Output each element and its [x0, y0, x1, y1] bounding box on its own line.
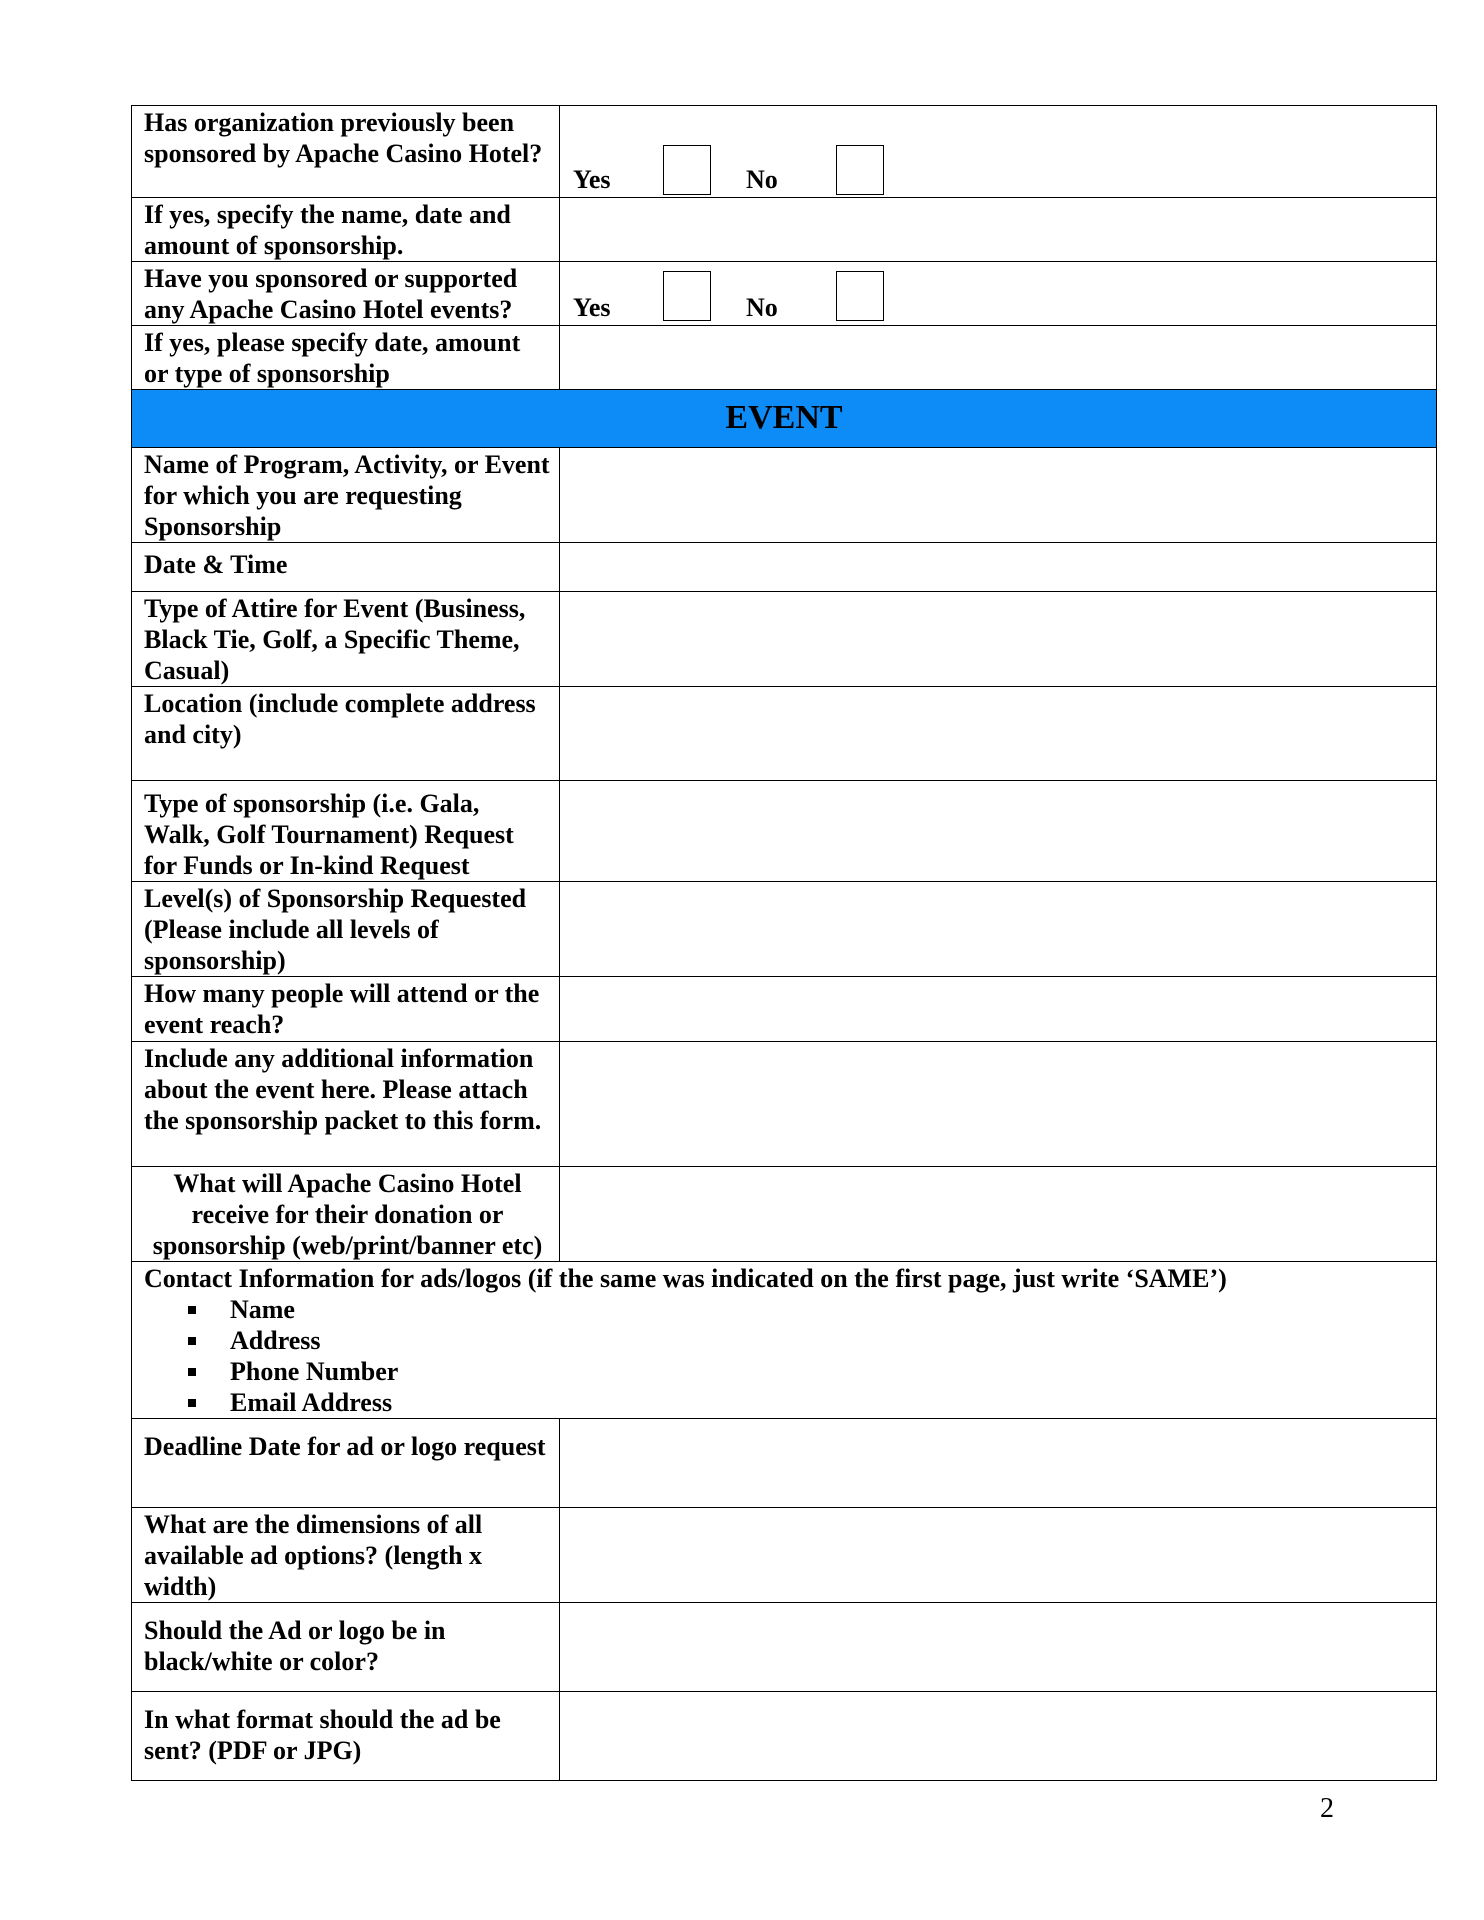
table-row	[132, 592, 1437, 687]
table-row	[132, 1042, 1437, 1167]
event-header-title: EVENT	[132, 390, 1437, 448]
table-row	[132, 543, 1437, 592]
table-row	[132, 448, 1437, 543]
table-row	[132, 687, 1437, 781]
yes-label: Yes	[573, 293, 611, 322]
question-attire: Type of Attire for Event (Business, Black Tie, Golf, a Specific Theme, Casual)	[132, 592, 560, 687]
contact-info-list	[144, 1294, 1424, 1418]
answer-event-name-field[interactable]	[560, 448, 1437, 543]
list-item: Name	[188, 1294, 1424, 1325]
answer-supported-events	[560, 262, 1437, 326]
table-row	[132, 326, 1437, 390]
table-row	[132, 198, 1437, 262]
question-ad-format: In what format should the ad be sent? (PDF or JPG)	[132, 1692, 560, 1781]
answer-attendance-field[interactable]	[560, 977, 1437, 1042]
table-row	[132, 262, 1437, 326]
table-row	[132, 106, 1437, 198]
answer-ad-color-field[interactable]	[560, 1603, 1437, 1692]
question-additional-info: Include any additional information about the event here. Please attach the sponsorship packet to this form.	[132, 1042, 560, 1167]
page-number: 2	[1320, 1793, 1334, 1824]
question-attendance: How many people will attend or the event reach?	[132, 977, 560, 1042]
question-sponsorship-levels: Level(s) of Sponsorship Requested (Please include all levels of sponsorship)	[132, 882, 560, 977]
list-item: Email Address	[188, 1387, 1424, 1418]
answer-ad-deadline-field[interactable]	[560, 1419, 1437, 1508]
contact-info-row	[132, 1262, 1437, 1419]
table-row	[132, 1167, 1437, 1262]
table-row	[132, 882, 1437, 977]
yes-label: Yes	[573, 165, 611, 194]
question-ad-color: Should the Ad or logo be in black/white or color?	[132, 1603, 560, 1692]
contact-info-title: Contact Information for ads/logos (if the same was indicated on the first page, just write ‘SAME’)	[144, 1264, 1227, 1293]
question-ad-dimensions: What are the dimensions of all available ad options? (length x width)	[132, 1508, 560, 1603]
question-benefits: What will Apache Casino Hotel receive for their donation or sponsorship (web/print/banner etc)	[132, 1167, 560, 1262]
no-checkbox[interactable]	[836, 271, 884, 321]
question-previously-sponsored: Has organization previously been sponsored by Apache Casino Hotel?	[132, 106, 560, 198]
no-label: No	[746, 293, 778, 322]
answer-additional-info-field[interactable]	[560, 1042, 1437, 1167]
list-item: Address	[188, 1325, 1424, 1356]
table-row	[132, 1508, 1437, 1603]
answer-support-details-field[interactable]	[560, 326, 1437, 390]
table-row	[132, 1692, 1437, 1781]
table-row	[132, 1603, 1437, 1692]
table-row	[132, 977, 1437, 1042]
sponsorship-form-table	[131, 105, 1437, 1781]
event-section-header	[132, 390, 1437, 448]
no-checkbox[interactable]	[836, 145, 884, 195]
question-event-name: Name of Program, Activity, or Event for which you are requesting Sponsorship	[132, 448, 560, 543]
table-row	[132, 781, 1437, 882]
list-item: Phone Number	[188, 1356, 1424, 1387]
answer-date-time-field[interactable]	[560, 543, 1437, 592]
answer-previously-sponsored	[560, 106, 1437, 198]
question-location: Location (include complete address and city)	[132, 687, 560, 781]
table-row	[132, 1419, 1437, 1508]
question-supported-events: Have you sponsored or supported any Apache Casino Hotel events?	[132, 262, 560, 326]
question-ad-deadline: Deadline Date for ad or logo request	[132, 1419, 560, 1508]
question-sponsorship-details: If yes, specify the name, date and amount of sponsorship.	[132, 198, 560, 262]
yes-checkbox[interactable]	[663, 145, 711, 195]
answer-sponsorship-levels-field[interactable]	[560, 882, 1437, 977]
answer-ad-dimensions-field[interactable]	[560, 1508, 1437, 1603]
answer-attire-field[interactable]	[560, 592, 1437, 687]
answer-sponsorship-details-field[interactable]	[560, 198, 1437, 262]
contact-info-cell[interactable]	[132, 1262, 1437, 1419]
question-sponsorship-type: Type of sponsorship (i.e. Gala, Walk, Golf Tournament) Request for Funds or In-kind Request	[132, 781, 560, 882]
answer-location-field[interactable]	[560, 687, 1437, 781]
answer-benefits-field[interactable]	[560, 1167, 1437, 1262]
question-support-details: If yes, please specify date, amount or type of sponsorship	[132, 326, 560, 390]
no-label: No	[746, 165, 778, 194]
answer-ad-format-field[interactable]	[560, 1692, 1437, 1781]
answer-sponsorship-type-field[interactable]	[560, 781, 1437, 882]
yes-checkbox[interactable]	[663, 271, 711, 321]
question-date-time: Date & Time	[132, 543, 560, 592]
